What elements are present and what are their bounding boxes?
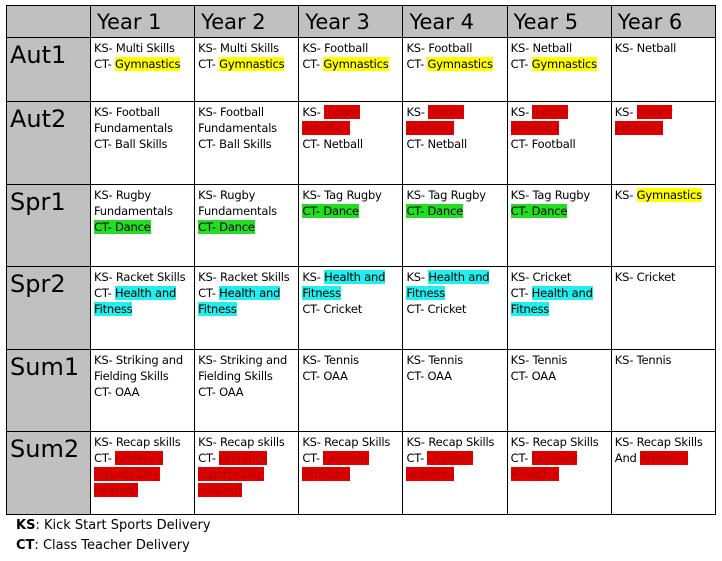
highlighted-activity: CT- Dance <box>510 203 568 218</box>
highlighted-activity: Athletics <box>302 467 351 482</box>
activity-text: KS- <box>510 105 533 120</box>
corner-cell <box>7 6 91 38</box>
activity-text: KS- Tag Rugby <box>510 187 590 202</box>
highlighted-activity: Athletics <box>614 121 663 136</box>
highlighted-activity: Fitness <box>510 302 550 317</box>
activity-text: KS- Tennis <box>406 352 464 367</box>
activity-text: KS- Netball <box>614 41 677 55</box>
highlighted-activity: Gymnastics <box>531 57 597 71</box>
highlighted-activity: Indoor <box>428 105 464 120</box>
activity-text: KS- Football <box>94 105 160 120</box>
cell-sum1-year-4 <box>403 349 507 432</box>
cell-sum2-year-3 <box>299 432 403 515</box>
highlighted-activity: CT- Dance <box>198 219 255 234</box>
column-header-year-3: Year 3 <box>299 6 403 38</box>
activity-text: KS- <box>614 105 637 120</box>
cell-aut1-year-5 <box>507 38 611 102</box>
row-header-spr1: Spr1 <box>7 184 91 267</box>
activity-text: CT- OAA <box>406 368 452 383</box>
activity-text: KS- Recap skills <box>198 435 285 450</box>
cell-spr2-year-6 <box>611 267 715 350</box>
highlighted-activity: Health and <box>219 286 281 301</box>
column-header-year-4: Year 4 <box>403 6 507 38</box>
row-header-spr2: Spr2 <box>7 267 91 350</box>
activity-text: CT- Netball <box>406 137 467 152</box>
column-header-year-1: Year 1 <box>91 6 195 38</box>
activity-text: KS- Striking and <box>94 352 183 367</box>
legend <box>16 516 211 556</box>
highlighted-activity: (Sports Day <box>94 467 160 482</box>
highlighted-activity: Indoor <box>636 105 673 120</box>
header-row <box>7 6 716 38</box>
highlighted-activity: (Sports Day <box>198 467 264 482</box>
column-header-year-2: Year 2 <box>195 6 299 38</box>
activity-text: KS- <box>406 105 429 120</box>
row-header-sum1: Sum1 <box>7 349 91 432</box>
cell-aut2-year-2 <box>195 102 299 185</box>
activity-text: CT- Football <box>510 137 576 152</box>
activity-text: CT- <box>94 451 116 466</box>
cell-aut1-year-6 <box>611 38 715 102</box>
activity-text: KS- Tennis <box>510 352 568 367</box>
pe-schedule-table <box>6 5 716 515</box>
highlighted-activity: Athletics <box>302 121 351 136</box>
cell-spr1-year-1 <box>91 184 195 267</box>
activity-text: Fundamentals <box>94 203 173 218</box>
highlighted-activity: Gymnastics <box>323 57 389 71</box>
term-row-aut1 <box>7 38 716 102</box>
cell-sum2-year-4 <box>403 432 507 515</box>
activity-text: KS- Cricket <box>510 270 572 285</box>
activity-text: KS- Tennis <box>614 352 672 367</box>
activity-text: KS- Multi Skills <box>94 41 175 55</box>
term-row-sum2 <box>7 432 716 515</box>
activity-text: KS- Football <box>406 41 473 55</box>
highlighted-activity: Athletics <box>406 121 455 136</box>
highlighted-activity: Health and <box>324 270 386 285</box>
activity-text: KS- Recap Skills <box>302 435 391 450</box>
activity-text: KS- Football <box>302 41 369 55</box>
activity-text: KS- <box>406 270 429 285</box>
highlighted-activity: Health and <box>115 286 177 301</box>
activity-text: KS- Recap Skills <box>406 435 495 450</box>
cell-spr1-year-3 <box>299 184 403 267</box>
cell-sum2-year-2 <box>195 432 299 515</box>
term-row-aut2 <box>7 102 716 185</box>
highlighted-activity: Athletics <box>406 467 455 482</box>
activity-text: CT- OAA <box>198 384 244 399</box>
cell-spr2-year-3 <box>299 267 403 350</box>
term-row-spr2 <box>7 267 716 350</box>
activity-text: Fundamentals <box>94 121 173 136</box>
activity-text: CT- Ball Skills <box>198 137 272 152</box>
activity-text: KS- Racket Skills <box>94 270 186 285</box>
legend-abbr: CT <box>16 538 35 553</box>
cell-sum2-year-5 <box>507 432 611 515</box>
activity-text: CT- <box>198 451 220 466</box>
highlighted-activity: Gymnastics <box>219 57 285 71</box>
cell-aut2-year-5 <box>507 102 611 185</box>
activity-text: Fielding Skills <box>198 368 273 383</box>
cell-spr2-year-2 <box>195 267 299 350</box>
activity-text: KS- Recap Skills <box>614 435 703 450</box>
legend-text: Class Teacher Delivery <box>42 538 190 553</box>
activity-text: KS- <box>302 270 325 285</box>
activity-text: CT- <box>510 286 532 301</box>
cell-aut2-year-4 <box>403 102 507 185</box>
activity-text: CT- OAA <box>94 384 140 399</box>
column-header-year-5: Year 5 <box>507 6 611 38</box>
activity-text: KS- Recap Skills <box>510 435 599 450</box>
activity-text: KS- Multi Skills <box>198 41 279 55</box>
highlighted-activity: Outdoor <box>427 451 474 466</box>
highlighted-activity: Athletics <box>219 451 268 466</box>
cell-sum1-year-2 <box>195 349 299 432</box>
highlighted-activity: Outdoor <box>531 451 578 466</box>
activity-text: KS- Rugby <box>198 187 256 202</box>
row-header-aut2: Aut2 <box>7 102 91 185</box>
activity-text: CT- <box>406 451 428 466</box>
highlighted-activity: Fitness <box>406 286 445 301</box>
highlighted-activity: Indoor <box>324 105 360 120</box>
activity-text: KS- <box>302 105 325 120</box>
activity-text: CT- <box>198 286 220 301</box>
highlighted-activity: Health and <box>531 286 593 301</box>
cell-sum2-year-6 <box>611 432 715 515</box>
row-header-aut1: Aut1 <box>7 38 91 102</box>
activity-text: CT- <box>94 286 116 301</box>
highlighted-activity: related) <box>198 483 242 498</box>
legend-abbr: KS <box>16 518 36 533</box>
cell-sum1-year-3 <box>299 349 403 432</box>
cell-spr1-year-5 <box>507 184 611 267</box>
highlighted-activity: Fitness <box>302 286 341 301</box>
cell-spr2-year-4 <box>403 267 507 350</box>
row-header-sum2: Sum2 <box>7 432 91 515</box>
cell-aut1-year-2 <box>195 38 299 102</box>
activity-text: CT- OAA <box>510 368 556 383</box>
cell-aut2-year-6 <box>611 102 715 185</box>
activity-text: CT- <box>94 57 116 71</box>
activity-text: KS- Recap skills <box>94 435 181 450</box>
activity-text: CT- <box>198 57 220 71</box>
activity-text: CT- Cricket <box>302 302 363 317</box>
legend-separator: : <box>34 538 43 553</box>
highlighted-activity: CT- Dance <box>406 203 464 218</box>
term-row-spr1 <box>7 184 716 267</box>
activity-text: KS- Racket Skills <box>198 270 290 285</box>
activity-text: CT- Ball Skills <box>94 137 168 152</box>
cell-spr1-year-4 <box>403 184 507 267</box>
legend-separator: : <box>35 518 44 533</box>
activity-text: KS- Football <box>198 105 264 120</box>
highlighted-activity: Outdoor <box>323 451 369 466</box>
activity-text: KS- Tag Rugby <box>302 187 382 202</box>
legend-text: Kick Start Sports Delivery <box>43 518 211 533</box>
activity-text: KS- Cricket <box>614 270 676 285</box>
legend-item-ks <box>16 516 211 536</box>
cell-sum1-year-1 <box>91 349 195 432</box>
highlighted-activity: related) <box>94 483 138 498</box>
activity-text: CT- <box>406 57 428 71</box>
cell-sum1-year-6 <box>611 349 715 432</box>
activity-text: Fundamentals <box>198 203 277 218</box>
cell-aut2-year-1 <box>91 102 195 185</box>
activity-text: KS- <box>614 187 637 202</box>
activity-text: And <box>614 451 641 466</box>
cell-spr1-year-6 <box>611 184 715 267</box>
activity-text: KS- Netball <box>510 41 572 55</box>
highlighted-activity: Health and <box>428 270 490 285</box>
cell-sum1-year-5 <box>507 349 611 432</box>
activity-text: CT- Cricket <box>406 302 467 317</box>
highlighted-activity: Athletics <box>510 467 559 482</box>
highlighted-activity: Athletics <box>640 451 689 466</box>
highlighted-activity: CT- Dance <box>94 219 151 234</box>
activity-text: CT- <box>510 451 532 466</box>
activity-text: KS- Tag Rugby <box>406 187 486 202</box>
highlighted-activity: Fitness <box>94 302 133 317</box>
cell-spr2-year-5 <box>507 267 611 350</box>
activity-text: KS- Rugby <box>94 187 152 202</box>
activity-text: CT- <box>302 451 324 466</box>
cell-spr1-year-2 <box>195 184 299 267</box>
highlighted-activity: Fitness <box>198 302 237 317</box>
activity-text: Fielding Skills <box>94 368 169 383</box>
highlighted-activity: Gymnastics <box>115 57 181 71</box>
legend-item-ct <box>16 536 211 556</box>
highlighted-activity: Gymnastics <box>427 57 493 71</box>
activity-text: KS- Tennis <box>302 352 359 367</box>
column-header-year-6: Year 6 <box>611 6 715 38</box>
highlighted-activity: Athletics <box>115 451 163 466</box>
activity-text: Fundamentals <box>198 121 277 136</box>
highlighted-activity: Gymnastics <box>636 187 702 202</box>
highlighted-activity: Athletics <box>510 121 559 136</box>
activity-text: CT- <box>510 57 532 71</box>
activity-text: CT- <box>302 57 324 71</box>
term-row-sum1 <box>7 349 716 432</box>
cell-aut2-year-3 <box>299 102 403 185</box>
highlighted-activity: Indoor <box>532 105 569 120</box>
activity-text: CT- Netball <box>302 137 363 152</box>
activity-text: KS- Striking and <box>198 352 288 367</box>
cell-aut1-year-1 <box>91 38 195 102</box>
activity-text: CT- OAA <box>302 368 348 383</box>
cell-aut1-year-4 <box>403 38 507 102</box>
cell-spr2-year-1 <box>91 267 195 350</box>
cell-sum2-year-1 <box>91 432 195 515</box>
cell-aut1-year-3 <box>299 38 403 102</box>
highlighted-activity: CT- Dance <box>302 203 359 218</box>
